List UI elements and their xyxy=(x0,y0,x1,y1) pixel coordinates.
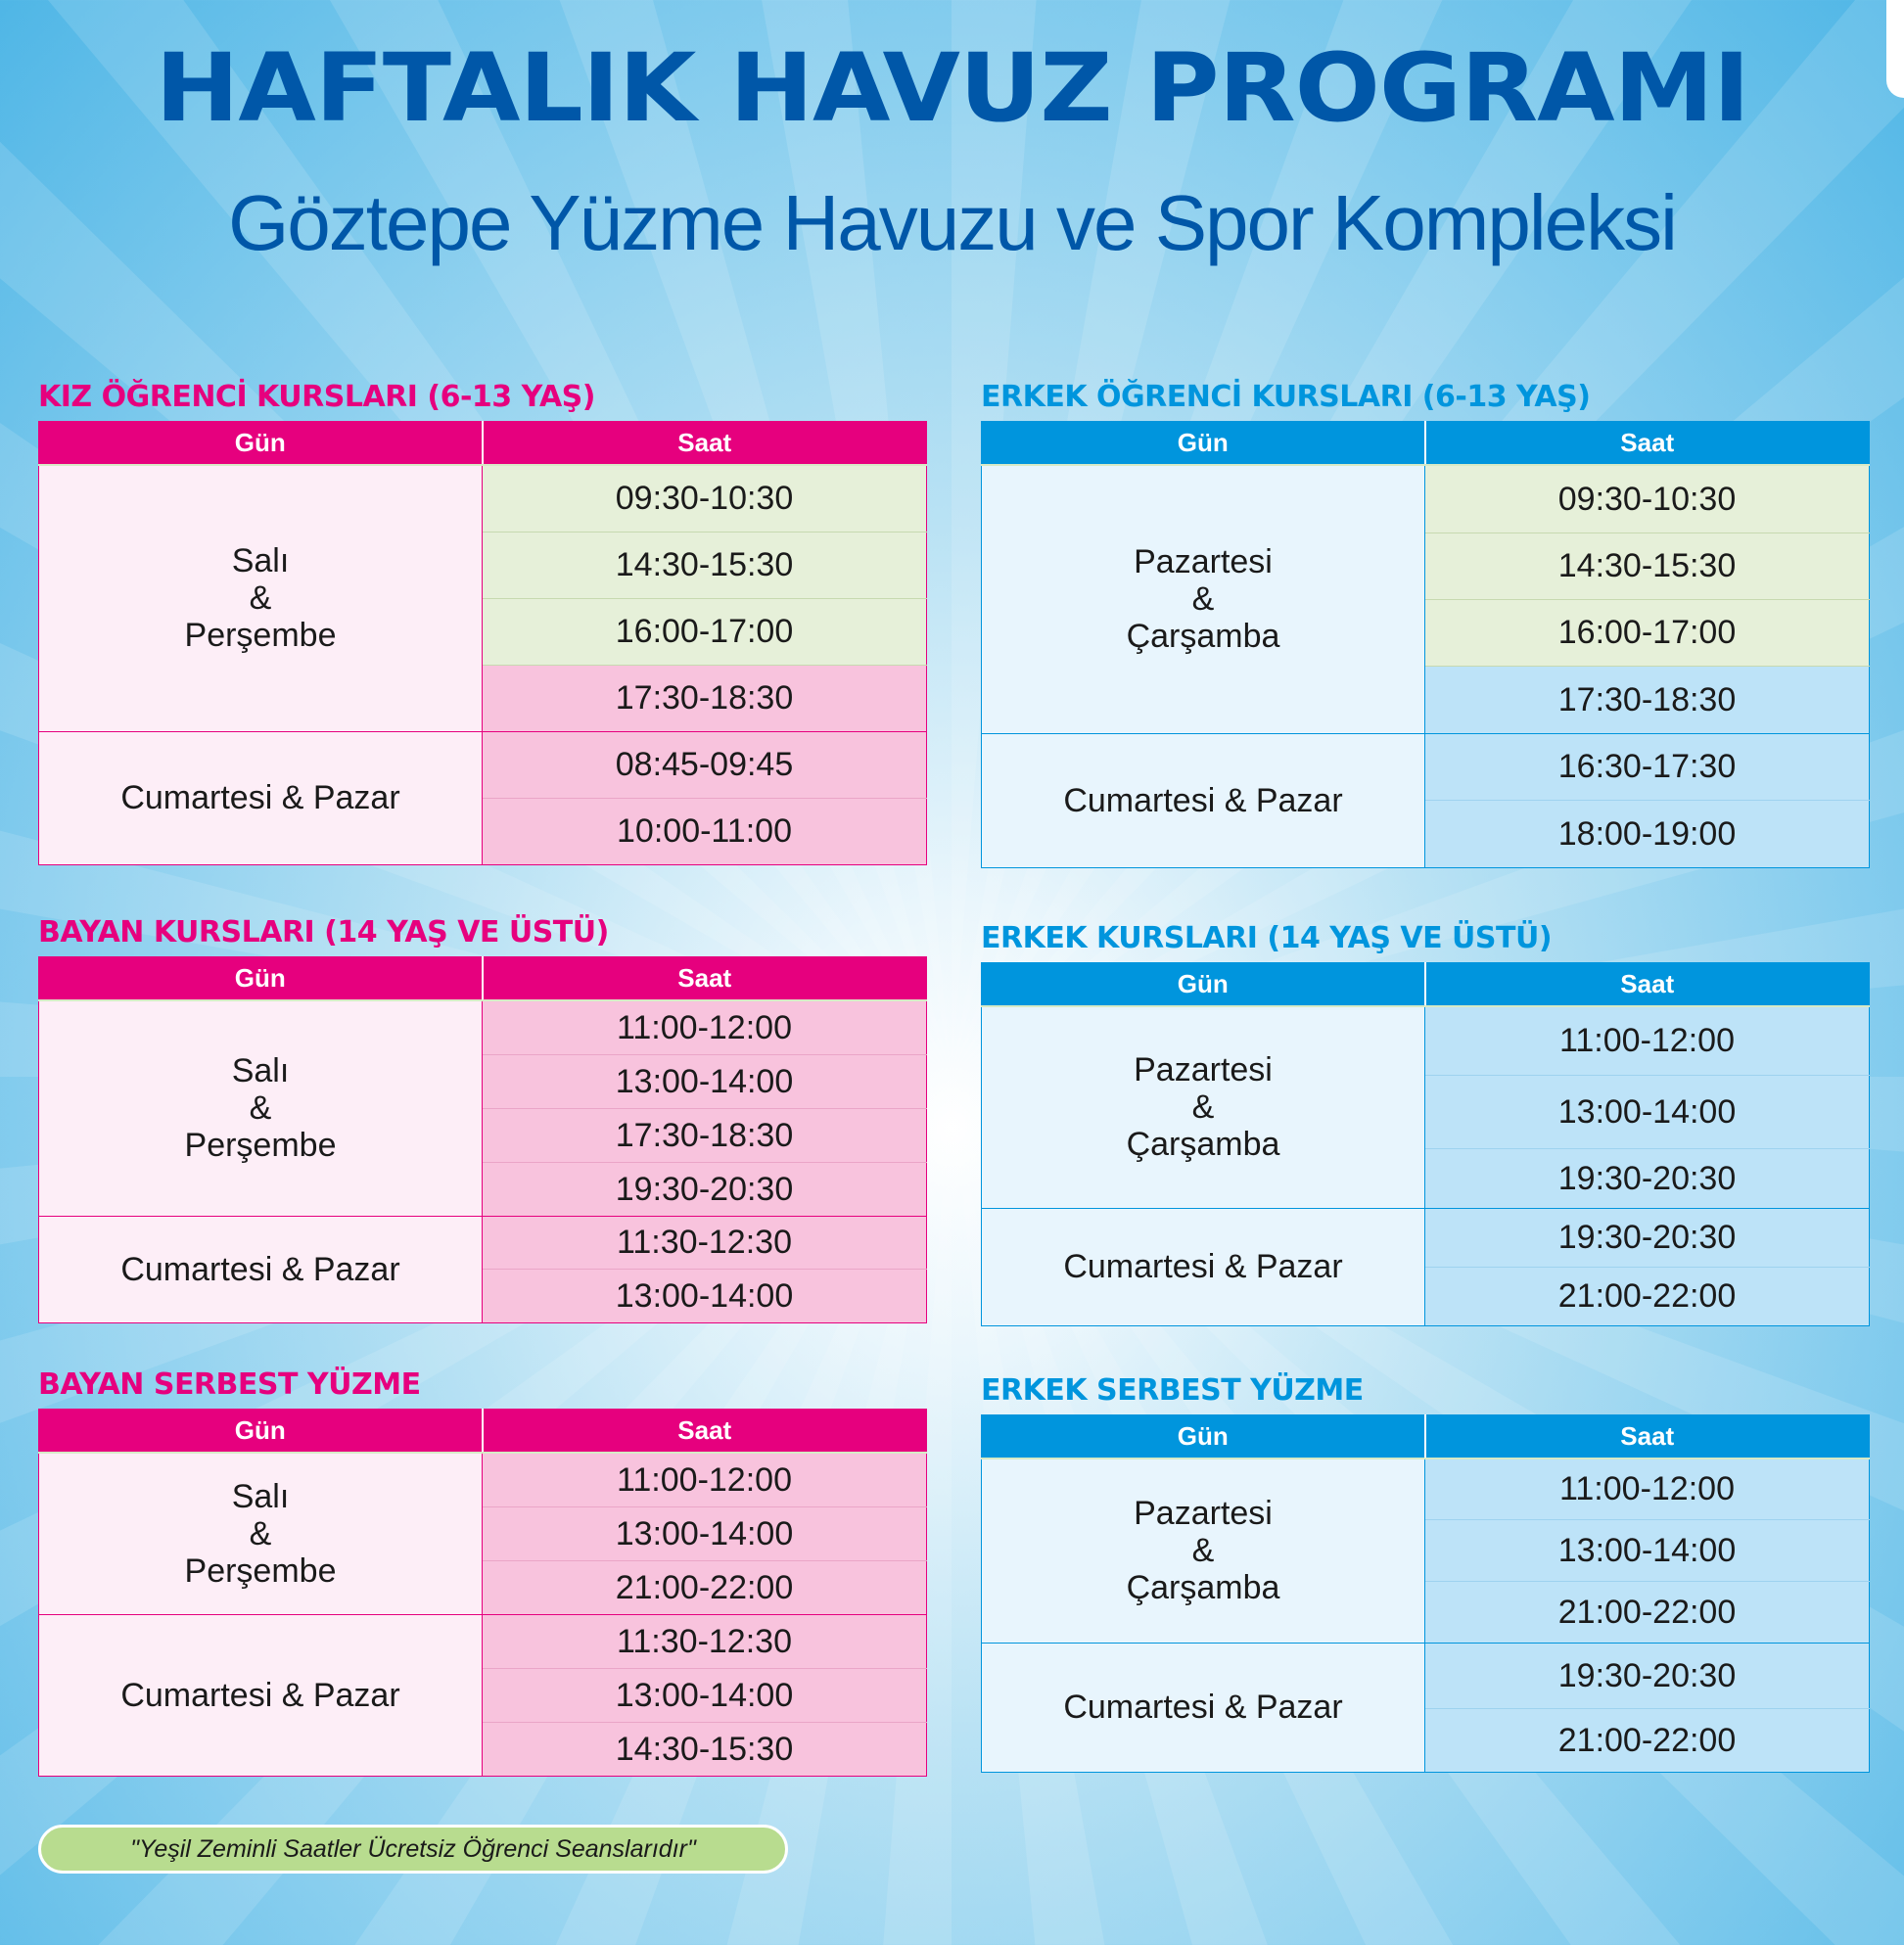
day-label: & xyxy=(249,579,272,618)
time-slot-cell: 14:30-15:30 xyxy=(483,532,927,598)
column-header-time: Saat xyxy=(483,957,927,1001)
time-slot-cell: 21:00-22:00 xyxy=(1425,1581,1870,1643)
day-label: & xyxy=(249,1514,272,1552)
day-cell xyxy=(982,1006,1425,1208)
day-cell xyxy=(982,1643,1425,1772)
section-bayan-serbest-yuzme xyxy=(38,1367,926,1777)
day-cell xyxy=(39,1000,483,1216)
schedule-table xyxy=(38,956,927,1323)
column-header-time: Saat xyxy=(1425,963,1870,1007)
column-header-day: Gün xyxy=(982,422,1425,466)
table-header-row xyxy=(39,422,927,466)
time-slot-cell: 11:00-12:00 xyxy=(1425,1006,1870,1075)
day-cell xyxy=(39,1216,483,1322)
time-slot-cell: 11:00-12:00 xyxy=(483,1453,927,1506)
free-session-note: "Yeşil Zeminli Saatler Ücretsiz Öğrenci Seanslarıdır" xyxy=(38,1825,788,1874)
page-subtitle: Göztepe Yüzme Havuzu ve Spor Kompleksi xyxy=(228,179,1676,266)
time-slot-cell: 16:00-17:00 xyxy=(1425,599,1870,666)
table-row xyxy=(982,465,1870,533)
day-label: Cumartesi & Pazar xyxy=(1063,1689,1343,1726)
time-slot-cell: 11:30-12:30 xyxy=(483,1614,927,1668)
column-header-time: Saat xyxy=(483,422,927,466)
table-row xyxy=(39,1614,927,1668)
day-label: & xyxy=(249,1089,272,1128)
time-slot-cell: 19:30-20:30 xyxy=(1425,1208,1870,1267)
section-erkek-ogrenci-kurslari xyxy=(981,380,1869,868)
schedule-table xyxy=(981,962,1870,1326)
section-title: KIZ ÖĞRENCİ KURSLARI (6-13 YAŞ) xyxy=(38,380,596,414)
day-label: Perşembe xyxy=(184,617,337,655)
day-cell xyxy=(39,465,483,731)
time-slot-cell: 19:30-20:30 xyxy=(483,1162,927,1216)
time-slot-cell: 10:00-11:00 xyxy=(483,798,927,864)
schedule-table xyxy=(38,1409,927,1777)
day-label: Cumartesi & Pazar xyxy=(120,1250,400,1288)
time-slot-cell: 16:30-17:30 xyxy=(1425,733,1870,800)
schedule-table xyxy=(38,421,927,865)
column-header-time: Saat xyxy=(483,1410,927,1454)
section-title: ERKEK KURSLARI (14 YAŞ VE ÜSTÜ) xyxy=(981,921,1553,955)
time-slot-cell: 19:30-20:30 xyxy=(1425,1148,1870,1208)
section-bayan-kurslari xyxy=(38,915,926,1323)
day-label: Salı xyxy=(231,1477,290,1515)
section-title: BAYAN SERBEST YÜZME xyxy=(38,1367,421,1402)
section-kiz-ogrenci-kurslari xyxy=(38,380,926,865)
table-row xyxy=(982,1006,1870,1075)
day-label: Çarşamba xyxy=(1126,618,1280,656)
time-slot-cell: 13:00-14:00 xyxy=(483,1668,927,1722)
time-slot-cell: 09:30-10:30 xyxy=(483,465,927,532)
table-row xyxy=(39,1000,927,1054)
table-row xyxy=(982,1643,1870,1708)
time-slot-cell: 09:30-10:30 xyxy=(1425,465,1870,533)
column-header-time: Saat xyxy=(1425,1415,1870,1459)
day-label: Pazartesi xyxy=(1134,543,1273,581)
time-slot-cell: 14:30-15:30 xyxy=(1425,533,1870,599)
table-row xyxy=(982,733,1870,800)
page-corner-decoration xyxy=(1886,0,1904,98)
time-slot-cell: 17:30-18:30 xyxy=(483,665,927,731)
table-row xyxy=(39,1453,927,1506)
time-slot-cell: 13:00-14:00 xyxy=(1425,1075,1870,1148)
time-slot-cell: 21:00-22:00 xyxy=(1425,1267,1870,1325)
day-label: Cumartesi & Pazar xyxy=(120,1676,400,1714)
day-label: Cumartesi & Pazar xyxy=(1063,781,1343,819)
time-slot-cell: 18:00-19:00 xyxy=(1425,800,1870,867)
table-header-row xyxy=(39,957,927,1001)
day-label: & xyxy=(1191,580,1215,619)
column-header-day: Gün xyxy=(39,957,483,1001)
time-slot-cell: 17:30-18:30 xyxy=(1425,666,1870,733)
time-slot-cell: 11:30-12:30 xyxy=(483,1216,927,1269)
day-cell xyxy=(39,731,483,864)
table-row xyxy=(39,1216,927,1269)
day-cell xyxy=(39,1453,483,1614)
table-header-row xyxy=(982,422,1870,466)
day-label: Salı xyxy=(231,542,290,580)
table-row xyxy=(982,1208,1870,1267)
day-label: & xyxy=(1191,1088,1215,1127)
column-header-time: Saat xyxy=(1425,422,1870,466)
time-slot-cell: 11:00-12:00 xyxy=(483,1000,927,1054)
time-slot-cell: 14:30-15:30 xyxy=(483,1722,927,1776)
section-title: ERKEK ÖĞRENCİ KURSLARI (6-13 YAŞ) xyxy=(981,380,1591,414)
day-cell xyxy=(982,733,1425,867)
column-header-day: Gün xyxy=(982,963,1425,1007)
time-slot-cell: 13:00-14:00 xyxy=(483,1054,927,1108)
time-slot-cell: 19:30-20:30 xyxy=(1425,1643,1870,1708)
section-erkek-serbest-yuzme xyxy=(981,1373,1869,1773)
time-slot-cell: 08:45-09:45 xyxy=(483,731,927,798)
day-label: Çarşamba xyxy=(1126,1569,1280,1607)
day-cell xyxy=(982,465,1425,733)
day-label: Pazartesi xyxy=(1134,1495,1273,1533)
time-slot-cell: 13:00-14:00 xyxy=(1425,1519,1870,1581)
column-header-day: Gün xyxy=(39,1410,483,1454)
day-label: Perşembe xyxy=(184,1551,337,1590)
column-header-day: Gün xyxy=(39,422,483,466)
table-row xyxy=(39,731,927,798)
table-row xyxy=(982,1459,1870,1519)
table-row xyxy=(39,465,927,532)
time-slot-cell: 21:00-22:00 xyxy=(483,1560,927,1614)
schedule-table xyxy=(981,1414,1870,1773)
page-title: HAFTALIK HAVUZ PROGRAMI xyxy=(155,33,1749,143)
day-label: Perşembe xyxy=(184,1127,337,1165)
time-slot-cell: 16:00-17:00 xyxy=(483,598,927,665)
day-label: Çarşamba xyxy=(1126,1126,1280,1164)
day-label: Salı xyxy=(231,1052,290,1090)
section-title: ERKEK SERBEST YÜZME xyxy=(981,1373,1364,1408)
time-slot-cell: 13:00-14:00 xyxy=(483,1506,927,1560)
day-label: Cumartesi & Pazar xyxy=(1063,1248,1343,1285)
day-cell xyxy=(982,1208,1425,1325)
time-slot-cell: 13:00-14:00 xyxy=(483,1269,927,1322)
day-label: & xyxy=(1191,1532,1215,1570)
time-slot-cell: 11:00-12:00 xyxy=(1425,1459,1870,1519)
table-header-row xyxy=(39,1410,927,1454)
section-erkek-kurslari xyxy=(981,921,1869,1326)
day-label: Cumartesi & Pazar xyxy=(120,779,400,816)
table-header-row xyxy=(982,963,1870,1007)
column-header-day: Gün xyxy=(982,1415,1425,1459)
time-slot-cell: 21:00-22:00 xyxy=(1425,1708,1870,1772)
time-slot-cell: 17:30-18:30 xyxy=(483,1108,927,1162)
day-cell xyxy=(39,1614,483,1776)
table-header-row xyxy=(982,1415,1870,1459)
day-label: Pazartesi xyxy=(1134,1051,1273,1089)
section-title: BAYAN KURSLARI (14 YAŞ VE ÜSTÜ) xyxy=(38,915,609,949)
day-cell xyxy=(982,1459,1425,1643)
schedule-table xyxy=(981,421,1870,868)
